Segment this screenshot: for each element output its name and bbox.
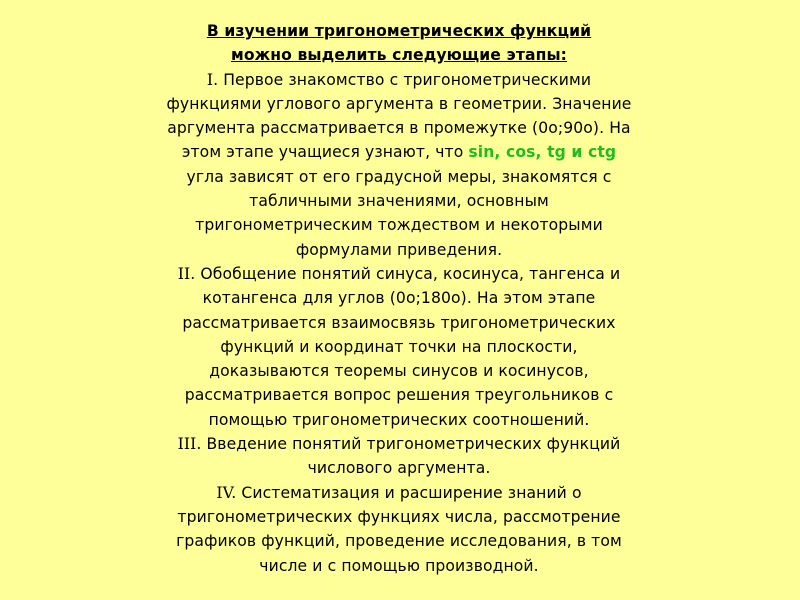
stage-1-line-7: тригонометрическим тождеством и некоторыми (195, 216, 603, 235)
stage-1-line-2: функциями углового аргумента в геометрии. Значение (166, 94, 632, 113)
heading-line-1: В изучении тригонометрических функций (206, 22, 592, 40)
stage-2-line-1 (118, 262, 680, 286)
stage-3-numeral: III. (177, 435, 202, 454)
stage-2-line-3: рассматривается взаимосвязь тригонометрических (182, 313, 616, 332)
stage-1-title: Первое знакомство с тригонометрическими (218, 70, 592, 89)
stage-1-line-4-text: этом этапе учащиеся узнают, что (181, 143, 469, 162)
stage-1-line-4 (118, 140, 680, 164)
stage-1-line-5: угла зависят от его градусной меры, знакомятся с (186, 167, 612, 186)
stage-2-numeral: II. (177, 264, 196, 283)
heading-line-2: можно выделить следующие этапы: (230, 46, 568, 65)
stage-2-line-2: котангенса для углов (0o;180o). На этом этапе (202, 289, 596, 308)
stage-4-line-2: тригонометрических функциях числа, рассмотрение (177, 507, 621, 526)
stage-2-line-7: помощью тригонометрических соотношений. (208, 410, 590, 429)
trig-functions-highlight: sin, cos, tg и ctg (468, 143, 617, 162)
slide-text (118, 19, 680, 578)
stage-1-numeral: I. (206, 70, 219, 89)
stage-4-title: Систематизация и расширение знаний о (236, 483, 582, 502)
stage-4-line-4: числе и с помощью производной. (259, 556, 539, 575)
stage-1-line-8: формулами приведения. (295, 240, 503, 259)
stage-4-line-3: графиков функций, проведение исследования, в том (176, 532, 622, 551)
stage-2-line-4: функций и координат точки на плоскости, (220, 337, 578, 356)
stage-4-numeral: IV. (216, 483, 237, 502)
stage-2-title: Обобщение понятий синуса, косинуса, тангенса и (195, 264, 621, 283)
stage-2-line-5: доказываются теоремы синусов и косинусов, (209, 362, 589, 381)
stage-1-line-1 (118, 68, 680, 92)
stage-4-line-1 (118, 481, 680, 505)
stage-3-title: Введение понятий тригонометрических функций (201, 435, 621, 454)
stage-1-line-3: аргумента рассматривается в промежутке (0o;90o). На (167, 119, 631, 138)
stage-1-line-6: табличными значениями, основным (249, 192, 549, 211)
stage-2-line-6: рассматривается вопрос решения треугольников с (184, 386, 614, 405)
stage-3-line-1 (118, 432, 680, 456)
stage-3-line-2: числового аргумента. (307, 459, 491, 478)
